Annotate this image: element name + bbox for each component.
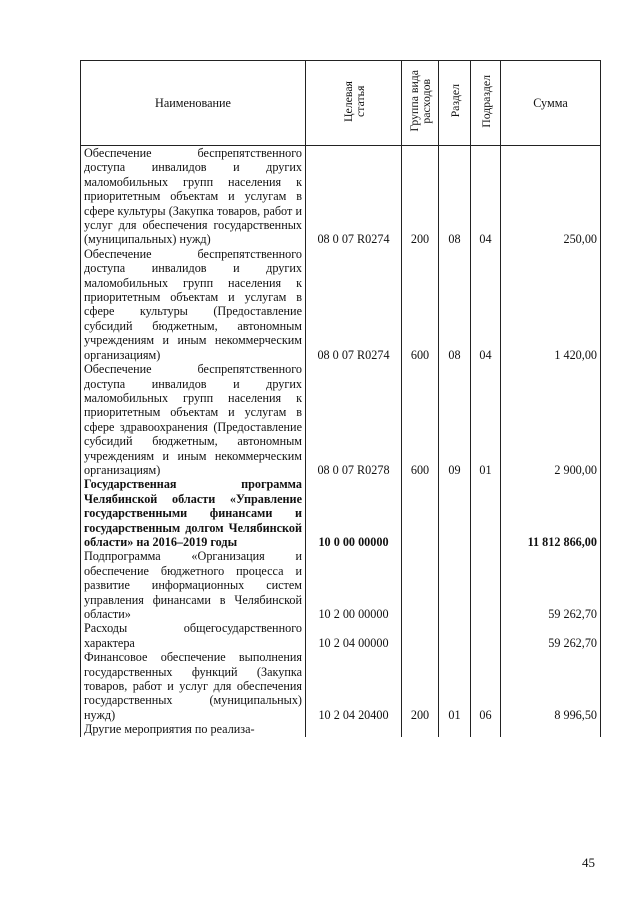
cell-target: 10 0 00 00000 [306,477,402,549]
cell-subsection [471,621,501,650]
header-subsection: Подраздел [471,61,501,146]
cell-target: 08 0 07 R0274 [306,247,402,362]
cell-subsection [471,477,501,549]
table-header [81,61,601,146]
cell-target: 08 0 07 R0274 [306,146,402,247]
cell-name: Обеспечение беспрепятственного доступа инвалидов и других маломобильных групп населения к приоритетным объектам и услугам в сфере культуры (Закупка товаров, работ и услуг для обеспечения государственных (муниципальных) нужд) [81,146,306,247]
cell-target: 10 2 04 00000 [306,621,402,650]
table-row [81,146,601,247]
cell-target: 08 0 07 R0278 [306,362,402,477]
cell-sum: 8 996,50 [501,650,601,722]
cell-section: 09 [439,362,471,477]
cell-group: 200 [402,650,439,722]
cell-subsection [471,549,501,621]
header-target: Целевая статья [306,61,402,146]
cell-name: Расходы общегосударственного характера [81,621,306,650]
cell-sum: 11 812 866,00 [501,477,601,549]
table-body [81,146,601,737]
table-row-program [81,477,601,549]
table-row [81,362,601,477]
cell-section: 08 [439,146,471,247]
header-section: Раздел [439,61,471,146]
table-row [81,650,601,722]
cell-group: 200 [402,146,439,247]
cell-target: 10 2 04 20400 [306,650,402,722]
cell-subsection [471,722,501,736]
cell-group [402,477,439,549]
cell-target: 10 2 00 00000 [306,549,402,621]
cell-sum [501,722,601,736]
cell-subsection: 06 [471,650,501,722]
header-name: Наименование [81,61,306,146]
cell-name: Обеспечение беспрепятственного доступа инвалидов и других маломобильных групп населения к приоритетным объектам и услугам в сфере культуры (Предоставление субсидий бюджетным, автономным учреждениям и иным некоммерческим организациям) [81,247,306,362]
cell-sum: 250,00 [501,146,601,247]
cell-name: Другие мероприятия по реализа- [81,722,306,736]
cell-subsection: 04 [471,247,501,362]
cell-name: Государственная программа Челябинской области «Управление государственными финансами и государственным долгом Челябинской области» на 2016–2019 годы [81,477,306,549]
header-group: Группа вида расходов [402,61,439,146]
table-row [81,247,601,362]
cell-section [439,477,471,549]
cell-group [402,549,439,621]
cell-name: Финансовое обеспечение выполнения государственных функций (Закупка товаров, работ и услуг для обеспечения государственных (муниципальных) нужд) [81,650,306,722]
budget-table [80,60,601,737]
cell-section [439,722,471,736]
table-row [81,621,601,650]
cell-sum: 59 262,70 [501,549,601,621]
cell-section: 01 [439,650,471,722]
cell-subsection: 01 [471,362,501,477]
table-row [81,722,601,736]
cell-section [439,549,471,621]
cell-group: 600 [402,362,439,477]
cell-group [402,621,439,650]
cell-group [402,722,439,736]
cell-name: Подпрограмма «Организация и обеспечение бюджетного процесса и развитие информационных систем управления финансами в Челябинской области» [81,549,306,621]
cell-sum: 2 900,00 [501,362,601,477]
cell-sum: 59 262,70 [501,621,601,650]
cell-subsection: 04 [471,146,501,247]
cell-sum: 1 420,00 [501,247,601,362]
cell-section [439,621,471,650]
header-sum: Сумма [501,61,601,146]
cell-group: 600 [402,247,439,362]
cell-name: Обеспечение беспрепятственного доступа инвалидов и других маломобильных групп населения к приоритетным объектам и услугам в сфере здравоохранения (Предоставление субсидий бюджетным, автономным учреждениям и иным некоммерческим организациям) [81,362,306,477]
cell-section: 08 [439,247,471,362]
table-row [81,549,601,621]
page-number: 45 [582,855,595,870]
cell-target [306,722,402,736]
